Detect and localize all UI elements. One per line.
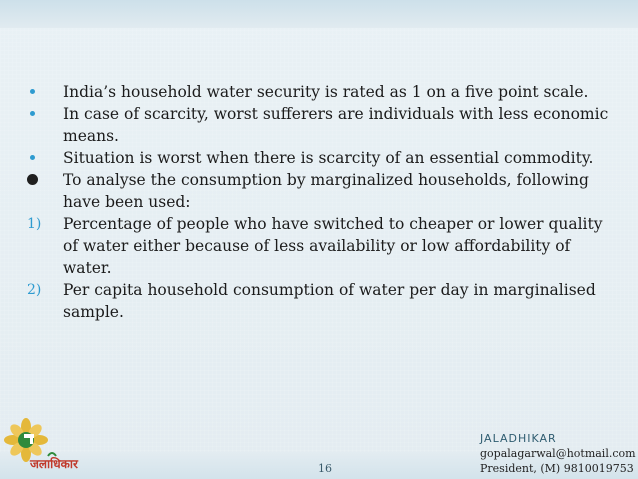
numbered-item: [27, 213, 617, 279]
bullet-dot-icon: [30, 111, 35, 116]
slide-body: [27, 81, 617, 323]
contact-email: gopalagarwal@hotmail.com: [480, 447, 636, 460]
numbered-text: Per capita household consumption of water per day in marginalised sample.: [63, 281, 596, 321]
numbered-text: Percentage of people who have switched to cheaper or lower quality of water either because of less availability or low affordability of water.: [63, 215, 603, 277]
top-decorative-stripe: [0, 0, 638, 28]
numbered-item: [27, 279, 617, 323]
bullet-text: India’s household water security is rated as 1 on a five point scale.: [63, 83, 589, 101]
bullet-text: In case of scarcity, worst sufferers are individuals with less economic means.: [63, 105, 609, 145]
bullet-text: To analyse the consumption by marginalized households, following have been used:: [63, 171, 589, 211]
bullet-item: [27, 103, 617, 147]
bullet-dot-icon: [30, 89, 35, 94]
brand-name: JALADHIKAR: [480, 432, 557, 445]
flower-tap-logo-icon: [2, 418, 94, 476]
logo-wordmark: जलाधिकार: [30, 457, 78, 471]
contact-president: President, (M) 9810019753: [480, 462, 634, 475]
contact-block: [480, 431, 636, 476]
bullet-item: [27, 81, 617, 103]
bullet-dot-icon: [30, 155, 35, 160]
numbered-marker: 1): [27, 216, 42, 232]
numbered-marker: 2): [27, 282, 42, 298]
big-bullet-icon: [27, 174, 38, 185]
bullet-item: [27, 169, 617, 213]
bullet-text: Situation is worst when there is scarcity of an essential commodity.: [63, 149, 594, 167]
page-number: 16: [318, 462, 332, 475]
bullet-item: [27, 147, 617, 169]
